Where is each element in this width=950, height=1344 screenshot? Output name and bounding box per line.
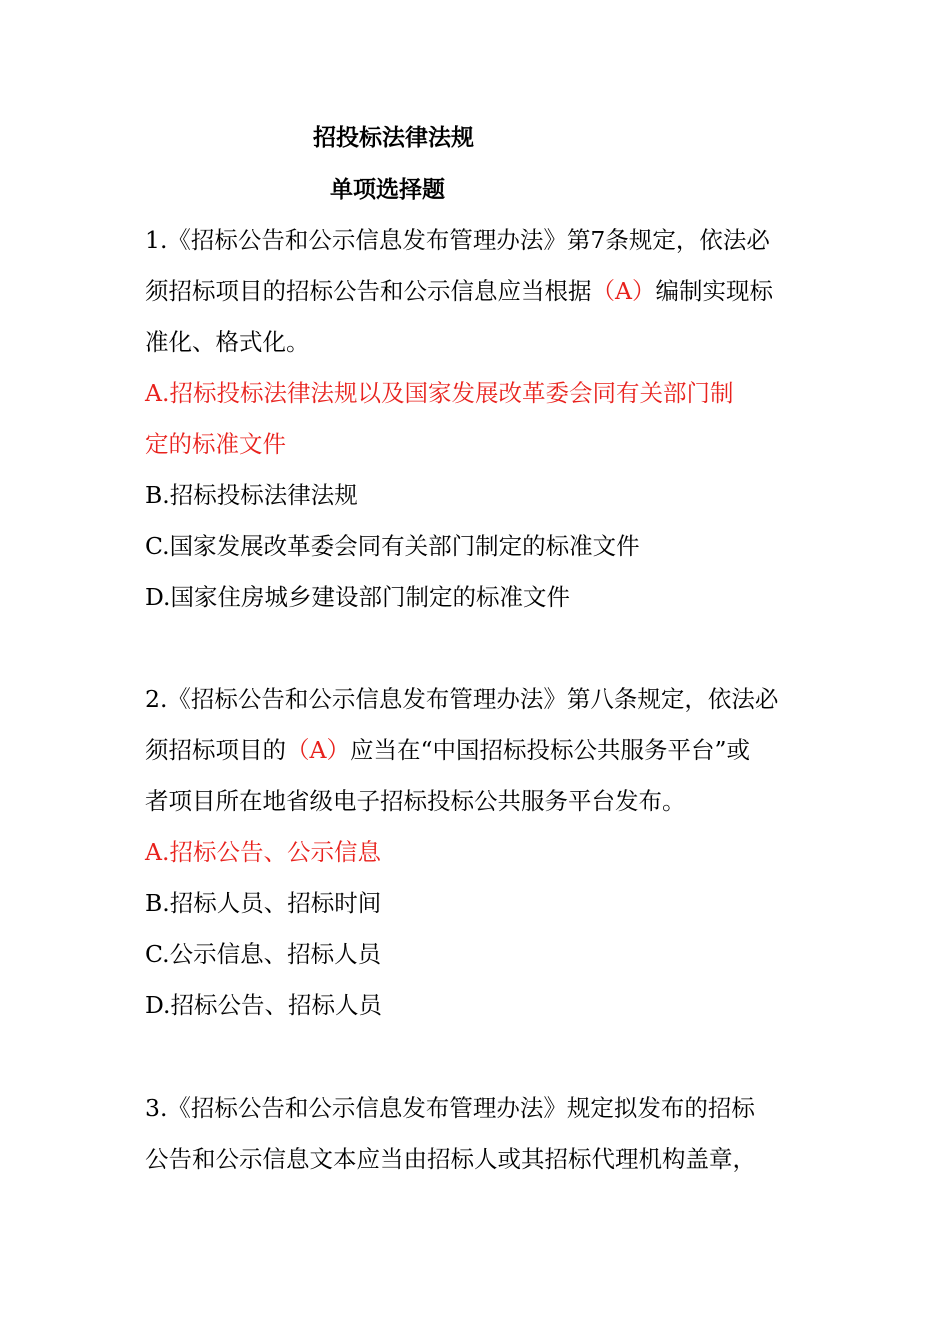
question-stem-line — [145, 225, 815, 255]
option-d: D.国家住房城乡建设部门制定的标准文件 — [145, 583, 570, 611]
stem-text: 编制实现标 — [655, 277, 773, 305]
option-b: B.招标投标法律法规 — [145, 481, 358, 509]
stem-text: 须招标项目的 — [145, 736, 286, 764]
question-stem-line — [145, 786, 815, 816]
option-c: C.国家发展改革委会同有关部门制定的标准文件 — [145, 532, 640, 560]
stem-text: 3.《招标公告和公示信息发布管理办法》规定拟发布的招标 — [145, 1094, 755, 1122]
question-stem-line — [145, 1093, 815, 1123]
stem-text: 1.《招标公告和公示信息发布管理办法》第7条规定，依法必 — [145, 226, 770, 254]
stem-text: 须招标项目的招标公告和公示信息应当根据 — [145, 277, 592, 305]
option-a-correct: A.招标公告、公示信息 — [145, 838, 381, 866]
option-a-correct-continued: 定的标准文件 — [145, 430, 286, 458]
question-stem-line — [145, 276, 815, 306]
document-title: 招投标法律法规 — [313, 125, 474, 151]
stem-text: 应当在“中国招标投标公共服务平台”或 — [349, 736, 751, 764]
option-a-correct: A.招标投标法律法规以及国家发展改革委会同有关部门制 — [145, 379, 734, 407]
option-d: D.招标公告、招标人员 — [145, 991, 382, 1019]
option-c: C.公示信息、招标人员 — [145, 940, 382, 968]
question-stem-line — [145, 1144, 815, 1174]
option-b: B.招标人员、招标时间 — [145, 889, 382, 917]
answer-marker: （A） — [286, 736, 350, 764]
stem-text: 2.《招标公告和公示信息发布管理办法》第八条规定，依法必 — [145, 685, 779, 713]
stem-text: 者项目所在地省级电子招标投标公共服务平台发布。 — [145, 787, 686, 815]
stem-text: 准化、格式化。 — [145, 328, 310, 356]
stem-text: 公告和公示信息文本应当由招标人或其招标代理机构盖章， — [145, 1145, 756, 1173]
question-stem-line — [145, 327, 815, 357]
answer-marker: （A） — [591, 277, 656, 305]
question-stem-line — [145, 684, 815, 714]
section-subtitle: 单项选择题 — [330, 177, 445, 203]
question-stem-line — [145, 735, 815, 765]
